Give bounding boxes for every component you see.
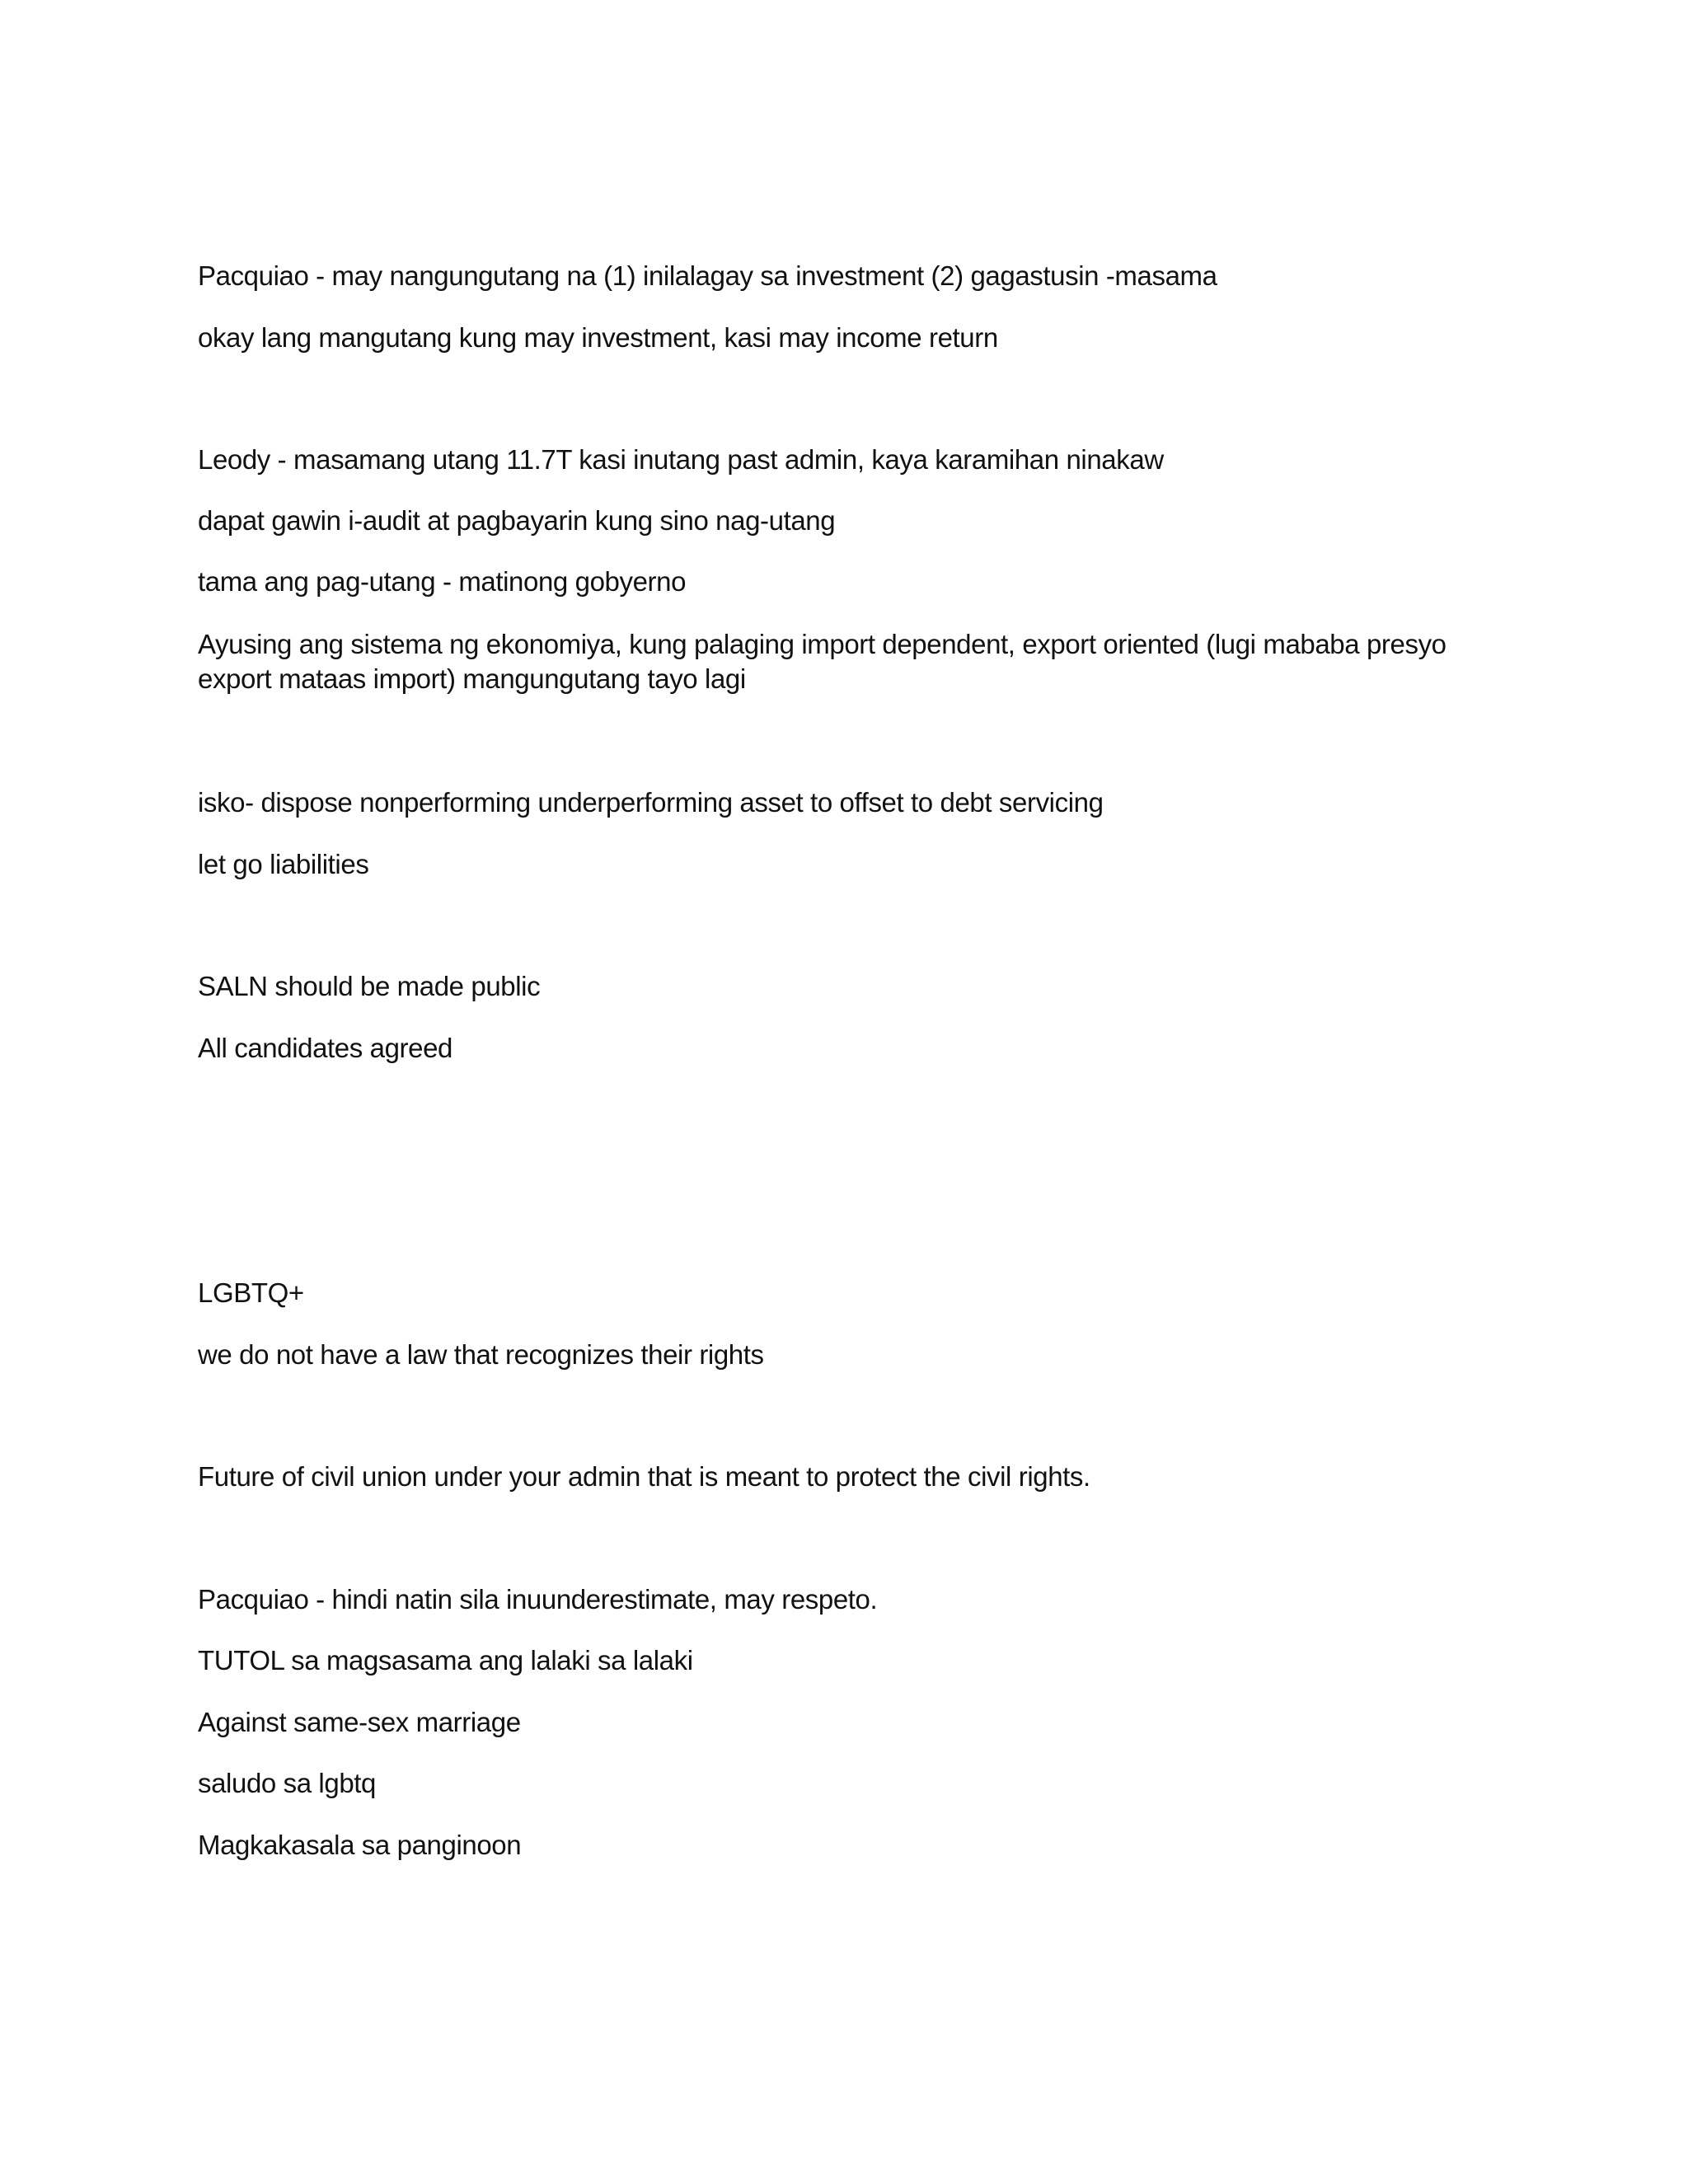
note-line: dapat gawin i-audit at pagbayarin kung sino nag-utang — [198, 505, 836, 536]
note-line: Future of civil union under your admin that is meant to protect the civil rights. — [198, 1461, 1090, 1492]
note-line: All candidates agreed — [198, 1033, 452, 1063]
note-line: Leody - masamang utang 11.7T kasi inutang past admin, kaya karamihan ninakaw — [198, 444, 1164, 475]
note-line: Pacquiao - may nangungutang na (1) inilalagay sa investment (2) gagastusin -masama — [198, 260, 1217, 291]
note-line: Against same-sex marriage — [198, 1707, 521, 1737]
section-heading: LGBTQ+ — [198, 1277, 304, 1308]
note-line: Pacquiao - hindi natin sila inuunderestimate, may respeto. — [198, 1584, 878, 1615]
note-line: let go liabilities — [198, 849, 369, 879]
note-line: tama ang pag-utang - matinong gobyerno — [198, 566, 687, 597]
note-line: Magkakasala sa panginoon — [198, 1830, 522, 1860]
note-paragraph: Ayusing ang sistema ng ekonomiya, kung palaging import dependent, export oriented (lugi mababa presyo export mataas import) mangungutang tayo lagi — [198, 629, 1447, 694]
note-line: TUTOL sa magsasama ang lalaki sa lalaki — [198, 1645, 693, 1675]
note-line: we do not have a law that recognizes their rights — [198, 1339, 764, 1370]
note-line: okay lang mangutang kung may investment, kasi may income return — [198, 322, 998, 353]
note-line: SALN should be made public — [198, 971, 541, 1001]
note-line: isko- dispose nonperforming underperforming asset to offset to debt servicing — [198, 787, 1104, 818]
note-line: saludo sa lgbtq — [198, 1768, 376, 1798]
